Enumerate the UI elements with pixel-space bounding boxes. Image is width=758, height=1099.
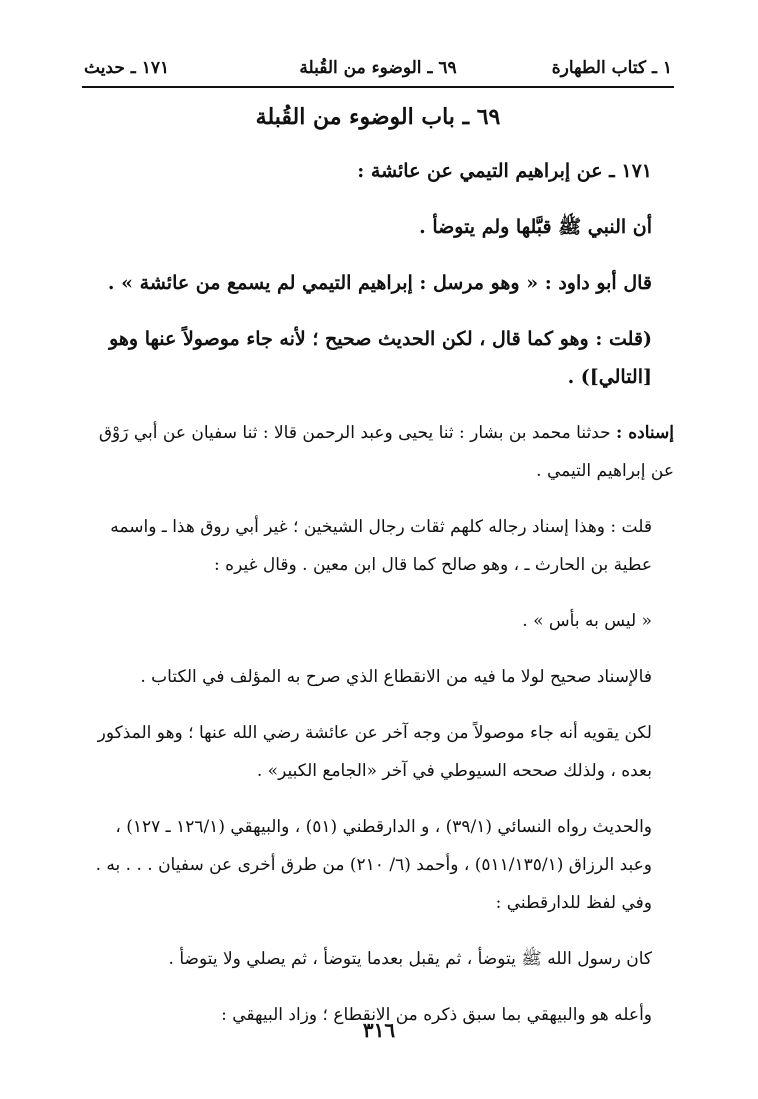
quoted-narration: كان رسول الله ﷺ يتوضأ ، ثم يقبل بعدما يتوضأ ، ثم يصلي ولا يتوضأ .	[168, 949, 652, 969]
hadith-text: أن النبي ﷺ قبَّلها ولم يتوضأ .	[419, 216, 652, 238]
isnad-label: إسناده :	[616, 423, 674, 443]
hadith-heading: ١٧١ ـ عن إبراهيم التيمي عن عائشة :	[357, 160, 652, 182]
page-body	[82, 104, 674, 1052]
commentary-paragraph: قلت : وهذا إسناد رجاله كلهم ثقات رجال الشيخين ؛ غير أبي روق هذا ـ واسمه عطية بن الحارث ـ ، وهو صالح كما قال ابن معين . وقال غيره :	[110, 517, 652, 575]
commentary-paragraph: وأعله هو والبيهقي بما سبق ذكره من الانقطاع ؛ وزاد البيهقي :	[221, 1005, 652, 1025]
isnad-text: حدثنا محمد بن بشار : ثنا يحيى وعبد الرحمن قالا : ثنا سفيان عن أبي رَوْق عن إبراهيم التيمي .	[98, 423, 674, 481]
author-note: (قلت : وهو كما قال ، لكن الحديث صحيح ؛ لأنه جاء موصولاً عنها وهو [التالي]) .	[109, 328, 652, 388]
running-header	[82, 52, 674, 88]
quote-paragraph: « ليس به بأس » .	[522, 611, 652, 631]
commentary-paragraph: لكن يقويه أنه جاء موصولاً من وجه آخر عن عائشة رضي الله عنها ؛ وهو المذكور بعده ، ولذلك صححه السيوطي في آخر «الجامع الكبير» .	[97, 723, 652, 781]
header-chapter-title: ٦٩ ـ الوضوء من القُبلة	[299, 58, 457, 78]
abu-dawud-statement: قال أبو داود : « وهو مرسل : إبراهيم التيمي لم يسمع من عائشة » .	[107, 272, 652, 294]
chapter-title: ٦٩ ـ باب الوضوء من القُبلة	[255, 104, 501, 130]
takhrij-paragraph: والحديث رواه النسائي (٣٩/١) ، و الدارقطني (٥١) ، والبيهقي (١٢٦/١ ـ ١٢٧) ، وعبد الرزاق (٥١١/١٣٥/١) ، وأحمد (٦/ ٢١٠) من طرق أخرى عن سفيان . . . به . وفي لفظ للدارقطني :	[95, 817, 652, 913]
commentary-paragraph: فالإسناد صحيح لولا ما فيه من الانقطاع الذي صرح به المؤلف في الكتاب .	[140, 667, 652, 687]
isnad-paragraph	[82, 414, 674, 490]
header-book-title: ١ ـ كتاب الطهارة	[551, 58, 672, 78]
page-number: ٣١٦	[362, 1018, 396, 1042]
header-hadith-number: ١٧١ ـ حديث	[84, 58, 170, 78]
